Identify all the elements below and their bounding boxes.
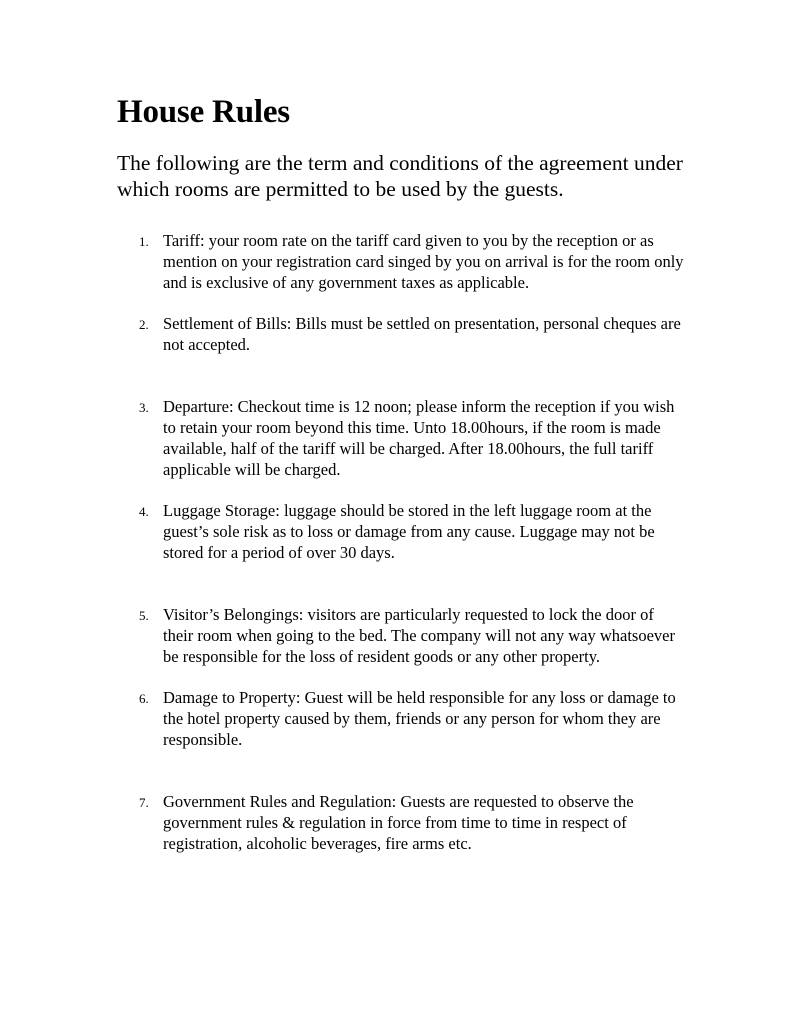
rule-number: 2. xyxy=(139,317,149,332)
rule-text: Damage to Property: Guest will be held responsible for any loss or damage to the hotel property caused by them, friends or any person for whom they are responsible. xyxy=(163,688,676,749)
rules-list xyxy=(117,230,687,854)
document-title: House Rules xyxy=(117,94,290,130)
rule-text: Tariff: your room rate on the tariff card given to you by the reception or as mention on your registration card singed by you on arrival is for the room only and is exclusive of any government taxes as applicable. xyxy=(163,231,684,292)
rule-number: 6. xyxy=(139,691,149,706)
rule-text: Government Rules and Regulation: Guests are requested to observe the government rules & regulation in force from time to time in respect of registration, alcoholic beverages, fire arms etc. xyxy=(163,792,634,853)
rule-text: Settlement of Bills: Bills must be settled on presentation, personal cheques are not accepted. xyxy=(163,314,681,354)
rule-item xyxy=(117,500,687,563)
rule-item xyxy=(117,687,687,750)
rule-item xyxy=(117,313,687,355)
rule-text: Visitor’s Belongings: visitors are particularly requested to lock the door of their room when going to the bed. The company will not any way whatsoever be responsible for the loss of resident goods or any other property. xyxy=(163,605,675,666)
document-page xyxy=(117,92,687,854)
rule-item xyxy=(117,791,687,854)
rule-number: 1. xyxy=(139,234,149,249)
rule-item xyxy=(117,604,687,667)
rule-text: Departure: Checkout time is 12 noon; please inform the reception if you wish to retain your room beyond this time. Unto 18.00hours, if the room is made available, half of the tariff will be charged. After 18.00hours, the full tariff applicable will be charged. xyxy=(163,397,675,479)
rule-number: 4. xyxy=(139,504,149,519)
rule-number: 3. xyxy=(139,400,149,415)
rule-number: 7. xyxy=(139,795,149,810)
rule-text: Luggage Storage: luggage should be stored in the left luggage room at the guest’s sole risk as to loss or damage from any cause. Luggage may not be stored for a period of over 30 days. xyxy=(163,501,655,562)
rule-number: 5. xyxy=(139,608,149,623)
document-intro: The following are the term and conditions of the agreement under which rooms are permitted to be used by the guests. xyxy=(117,151,683,201)
rule-item xyxy=(117,396,687,480)
rule-item xyxy=(117,230,687,293)
